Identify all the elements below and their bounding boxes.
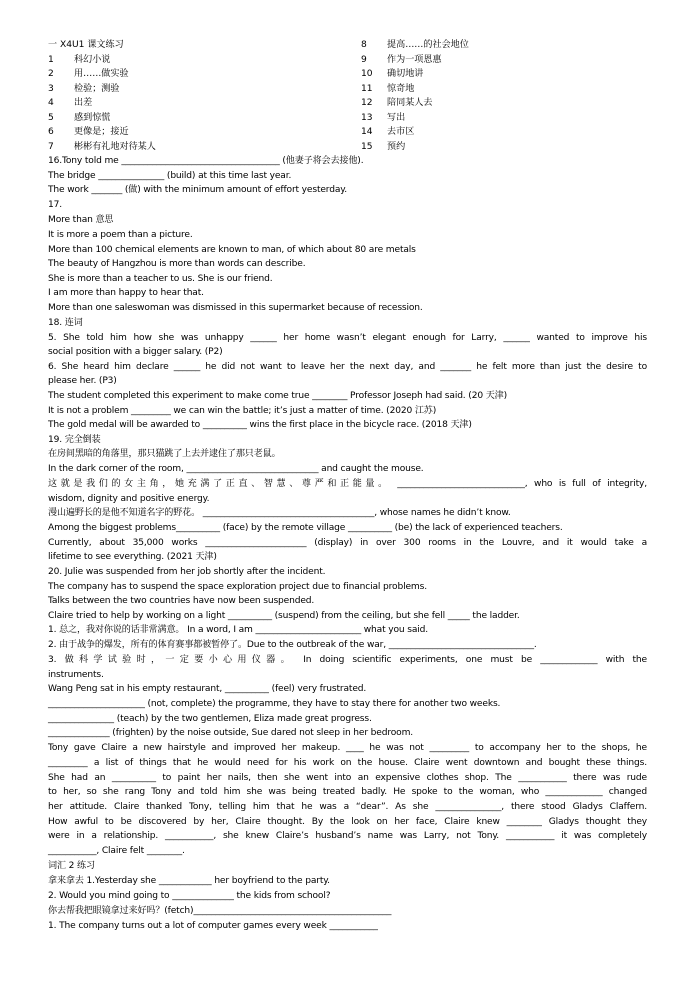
section-heading: 17. [48,200,63,210]
exercise-line: The bridge _______________ (build) at this time last year. [48,170,292,181]
exercise-line: Among the biggest problems__________ (face) by the remote village __________ (be) the lack of experienced teachers. [48,523,563,533]
passage-line: How awful to be discovered by her, Claire thought. By the look on her face, Claire knew ________ Gladys thought they [48,816,647,827]
vocab-item: 11 惊奇地 [361,83,415,94]
section-heading: 19. 完全倒装 [48,434,101,445]
example-sentence: I am more than happy to hear that. [48,288,204,298]
exercise-line: _______________ (teach) by the two gentlemen, Eliza made great progress. [48,713,372,724]
vocab-item: 3 检验；测验 [48,83,120,94]
vocab-item: 7 彬彬有礼地对待某人 [48,141,156,152]
passage-line: were in a relationship. ___________, she knew Claire’s husband’s name was Larry, not Tony. ___________ it was completely [48,831,647,841]
exercise-line: The student completed this experiment to make come true ________ Professor Joseph had said. (20 天津) [48,391,507,401]
passage-line: ___________, Claire felt ________. [48,846,185,856]
section-heading: 18. 连词 [48,318,83,328]
exercise-line: Currently, about 35,000 works _______________________ (display) in over 300 rooms in the Louvre, and it would take a [48,537,647,548]
exercise-line: social position with a bigger salary. (P2) [48,347,223,357]
example-sentence: More than 100 chemical elements are known to man, of which about 80 are metals [48,244,416,255]
exercise-line: 你去帮我把眼镜拿过来好吗？(fetch)_____________________________________________ [48,906,392,916]
exercise-line: 漫山遍野长的是他不知道名字的野花。 _______________________________________, whose names he didn’t know. [48,508,511,518]
vocab-item: 6 更像是；接近 [48,127,129,137]
example-sentence: The beauty of Hangzhou is more than words can describe. [48,259,306,269]
exercise-line: 这就是我们的女主角，她充满了正直、智慧、尊严和正能量。 _____________________________, who is full of integrity, [48,479,647,489]
exercise-line: Wang Peng sat in his empty restaurant, __________ (feel) very frustrated. [48,684,367,694]
vocab-item: 2 用……做实验 [48,69,129,79]
example-sentence: The company has to suspend the space exploration project due to financial problems. [48,581,427,592]
exercise-line: Claire tried to help by working on a light __________ (suspend) from the ceiling, but she fell _____ the ladder. [48,610,520,621]
exercise-line: More than 意思 [48,215,114,225]
vocab-item: 8 提高……的社会地位 [361,40,469,50]
vocab-item: 9 作为一项恩惠 [361,54,442,65]
passage-line: She had an __________ to paint her nails, then she went into an expensive clothes shop. The ___________ there was rude [48,772,647,783]
section-heading: 一 X4U1 课文练习 [48,40,124,50]
vocab-item: 13 写出 [361,112,406,123]
exercise-line: 16.Tony told me ____________________________________ (他妻子将会去接他). [48,156,364,166]
exercise-line: In the dark corner of the room, ______________________________ and caught the mouse. [48,464,424,474]
exercise-line: The gold medal will be awarded to __________ wins the first place in the bicycle race. (2018 天津) [48,420,472,430]
exercise-line: 5. She told him how she was unhappy ______ her home wasn’t elegant enough for Larry, ______ wanted to improve his [48,332,647,343]
vocab-item: 12 陪同某人去 [361,98,433,108]
exercise-line: 2. Would you mind going to ______________ the kids from school? [48,891,331,901]
exercise-line: please her. (P3) [48,376,117,386]
exercise-line: The work _______ (做) with the minimum amount of effort yesterday. [48,185,347,195]
exercise-line: ______________________ (not, complete) the programme, they have to stay there for another two weeks. [48,699,501,709]
exercise-line: 拿来拿去 1.Yesterday she ____________ her boyfriend to the party. [48,876,330,886]
exercise-line: 1. 总之，我对你说的话非常满意。 In a word, I am ________________________ what you said. [48,625,428,635]
exercise-line: 1. The company turns out a lot of computer games every week ___________ [48,921,378,931]
exercise-line: 6. She heard him declare ______ he did not want to leave her the next day, and _______ he felt more than just the desire to [48,361,647,372]
exercise-line: It is not a problem _________ we can win the battle; it’s just a matter of time. (2020 江苏) [48,405,437,416]
exercise-line: 2. 由于战争的爆发，所有的体育赛事都被暂停了。Due to the outbreak of the war, _________________________________. [48,640,537,650]
example-sentence: She is more than a teacher to us. She is our friend. [48,273,273,284]
vocab-item: 15 预约 [361,141,406,152]
vocab-item: 5 感到惊慌 [48,112,111,123]
vocab-item: 4 出差 [48,98,93,108]
example-sentence: It is more a poem than a picture. [48,230,193,240]
passage-line: to her, so she rang Tony and told him she was being treated badly. He spoke to the woman, who _____________ changed [48,787,647,797]
example-sentence: Talks between the two countries have now been suspended. [48,596,315,606]
exercise-line: ______________ (frighten) by the noise outside, Sue dared not sleep in her bedroom. [48,728,414,738]
section-heading: 词汇 2 练习 [48,861,95,871]
passage-line: Tony gave Claire a new hairstyle and improved her makeup. ____ he was not _________ to accompany her to the shops, he [48,743,647,753]
exercise-line: 20. Julie was suspended from her job shortly after the incident. [48,567,326,577]
vocab-item: 10 确切地讲 [361,69,424,79]
example-sentence: More than one saleswoman was dismissed in this supermarket because of recession. [48,303,423,313]
passage-line: _________ a list of things that he would need for his work on the house. Claire went downtown and bought these things. [48,758,647,768]
vocab-item: 1 科幻小说 [48,54,111,65]
exercise-line: 3. 做科学试验时，一定要小心用仪器。 In doing scientific experiments, one must be _____________ with the [48,655,647,665]
vocab-item: 14 去市区 [361,127,415,137]
exercise-line: instruments. [48,669,104,680]
passage-line: her attitude. Claire thanked Tony, telling him that he was a “dear”. As she _______________, there stood Gladys Claffern. [48,802,647,812]
exercise-line: wisdom, dignity and positive energy. [48,493,210,504]
exercise-line: 在房间黑暗的角落里，那只猫跳了上去并逮住了那只老鼠。 [48,449,281,459]
exercise-line: lifetime to see everything. (2021 天津) [48,552,217,562]
